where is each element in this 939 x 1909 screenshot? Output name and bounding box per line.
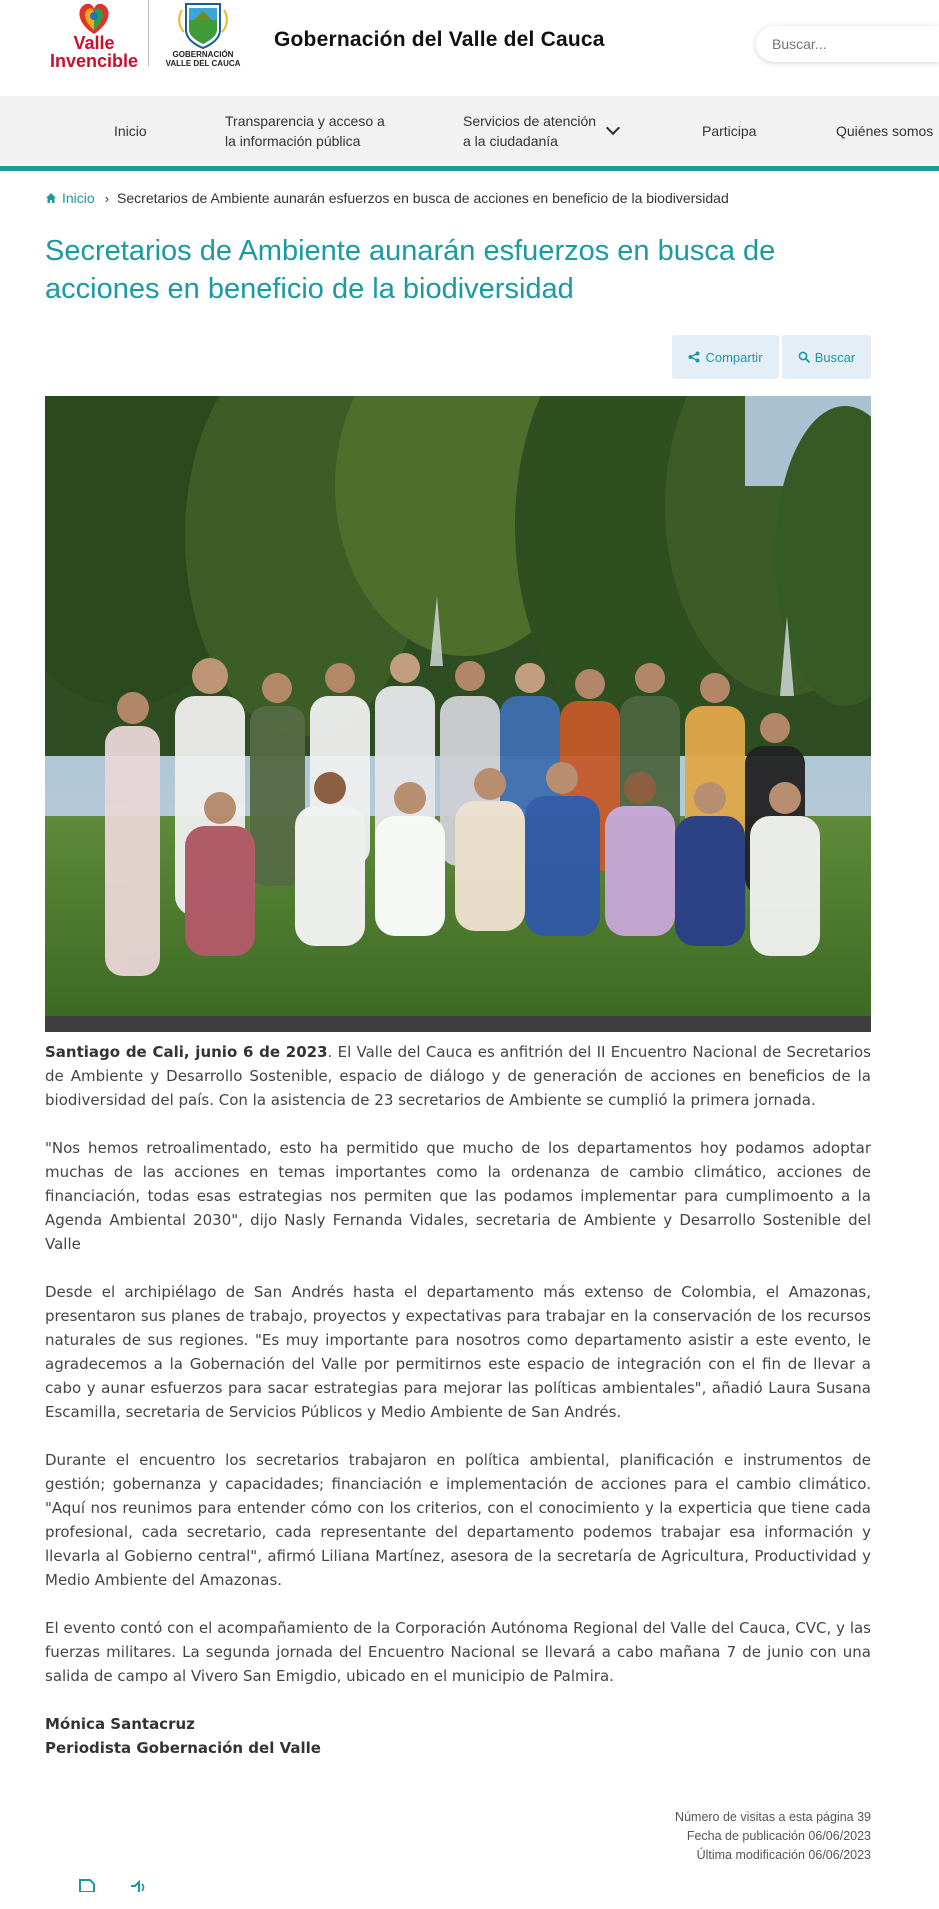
- article-paragraph: "Nos hemos retroalimentado, esto ha permitido que mucho de los departamentos hoy podamos adoptar muchas de las acciones en temas importantes como la ordenanza de cambio climático, acciones de financiación, todas esas estrategias nos permiten que las podamos implementar para cumplimoento a la Agenda Ambiental 2030", dijo Nasly Fernanda Vidales, secretaria de Ambiente y Desarrollo Sostenible del Valle: [45, 1139, 871, 1253]
- nav-label: Inicio: [114, 123, 147, 139]
- paragraph-text: . El Valle del Cauca es anfitrión del II Encuentro Nacional de Secretarios de Ambiente y Desarrollo Sostenible, espacio de diálogo y de generación de acciones en beneficios de la biodiversidad del país. Con la asistencia de 23 secretarios de Ambiente se cumplió la primera jornada.: [45, 1043, 871, 1109]
- page-meta: [675, 1808, 871, 1865]
- search-label: Buscar: [814, 349, 856, 365]
- accessibility-icons: [78, 1878, 148, 1892]
- article-paragraph: [45, 1040, 871, 1112]
- nav-label: Quiénes somos: [836, 123, 934, 139]
- logo-line-invencible: Invencible: [49, 51, 139, 71]
- logo-line-valle: Valle: [73, 33, 115, 53]
- nav-item-transparencia[interactable]: [225, 96, 385, 166]
- main-nav: [0, 96, 939, 171]
- breadcrumb-current: Secretarios de Ambiente aunarán esfuerzos en busca de acciones en beneficio de la biodiversidad: [117, 190, 729, 206]
- nav-label: Participa: [702, 123, 757, 139]
- nav-label-line-2: la información pública: [225, 133, 361, 149]
- search-icon: [798, 351, 810, 363]
- article-photo[interactable]: [45, 396, 871, 1032]
- article-paragraph: Desde el archipiélago de San Andrés hasta el departamento más extenso de Colombia, el Amazonas, presentaron sus planes de trabajo, proyectos y expectativas para trabajar en la conservación de los recursos naturales de sus regiones. "Es muy importante para nosotros como departamento asistir a este evento, le agradecemos a la Gobernación del Valle por permitirnos este espacio de integración con el fin de llevar a cabo y aunar esfuerzos para sacar estrategias para mejorar las políticas ambientales", añadió Laura Susana Escamilla, secretaria de Servicios Públicos y Medio Ambiente de San Andrés.: [45, 1283, 871, 1421]
- author-signature: [45, 1712, 871, 1760]
- share-label: Compartir: [705, 349, 763, 365]
- visit-count: Número de visitas a esta página 39: [675, 1810, 871, 1824]
- search-button[interactable]: [782, 335, 871, 379]
- audio-icon[interactable]: [128, 1878, 148, 1892]
- article-paragraph: El evento contó con el acompañamiento de la Corporación Autónoma Regional del Valle del Cauca, CVC, y las fuerzas militares. La segunda jornada del Encuentro Nacional se llevará a cabo mañana 7 de junio con una salida de campo al Vivero San Emigdio, ubicado en el municipio de Palmira.: [45, 1619, 871, 1685]
- breadcrumb-home-label: Inicio: [62, 190, 95, 206]
- gobernacion-caption: [162, 50, 244, 68]
- heart-logo-icon: [48, 0, 140, 36]
- logo-divider: [148, 0, 149, 66]
- home-icon: [45, 192, 57, 204]
- article-paragraph: Durante el encuentro los secretarios trabajaron en política ambiental, planificación e instrumentos de gestión; gobernanza y capacidades; financiación e implementación de acciones para el cambio climático. "Aquí nos reunimos para entender cómo con los criterios, con el conocimiento y la experticia que tiene cada profesional, cada secretario, cada representante del departamento podemos trabajar esa información y llevarla al Gobierno central", afirmó Liliana Martínez, asesora de la secretaría de Agricultura, Productividad y Medio Ambiente del Amazonas.: [45, 1451, 871, 1589]
- publish-date: Fecha de publicación 06/06/2023: [686, 1829, 871, 1843]
- share-icon: [688, 351, 700, 363]
- search-input[interactable]: [770, 35, 934, 53]
- nav-label-line-1: Transparencia y acceso a: [225, 113, 385, 129]
- nav-item-participa[interactable]: [702, 96, 756, 166]
- article-body: [45, 1040, 871, 1760]
- chevron-down-icon[interactable]: [606, 121, 620, 135]
- gobernacion-shield-logo[interactable]: [162, 0, 244, 70]
- article-dateline: Santiago de Cali, junio 6 de 2023: [45, 1043, 328, 1061]
- caption-line-1: GOBERNACIÓN: [172, 50, 234, 59]
- nav-label: [463, 111, 596, 151]
- modified-date: Última modificación 06/06/2023: [696, 1848, 871, 1862]
- nav-item-quienes-somos[interactable]: [836, 96, 933, 166]
- nav-label-line-1: Servicios de atención: [463, 113, 597, 129]
- nav-label-line-2: a la ciudadanía: [463, 133, 558, 149]
- coat-of-arms-icon: [162, 0, 244, 50]
- group-photo-image: [45, 396, 871, 1032]
- nav-label: [225, 111, 385, 151]
- page-title: Secretarios de Ambiente aunarán esfuerzos en busca de acciones en beneficio de la biodiversidad: [45, 235, 776, 305]
- nav-item-servicios[interactable]: [463, 96, 618, 166]
- breadcrumb-separator: ›: [104, 190, 110, 206]
- caption-line-2: VALLE DEL CAUCA: [165, 59, 241, 68]
- document-icon[interactable]: [78, 1878, 98, 1892]
- share-button[interactable]: [672, 335, 779, 379]
- breadcrumb-home-link[interactable]: [45, 190, 95, 206]
- logo-wordmark: [48, 34, 140, 70]
- nav-item-inicio[interactable]: [114, 96, 147, 166]
- breadcrumb: [45, 190, 729, 206]
- author-name: Mónica Santacruz: [45, 1715, 195, 1733]
- search-box[interactable]: [756, 26, 939, 62]
- valle-invencible-logo[interactable]: [48, 0, 140, 72]
- author-role: Periodista Gobernación del Valle: [45, 1739, 321, 1757]
- site-title[interactable]: Gobernación del Valle del Cauca: [274, 28, 605, 51]
- site-header: [0, 0, 939, 96]
